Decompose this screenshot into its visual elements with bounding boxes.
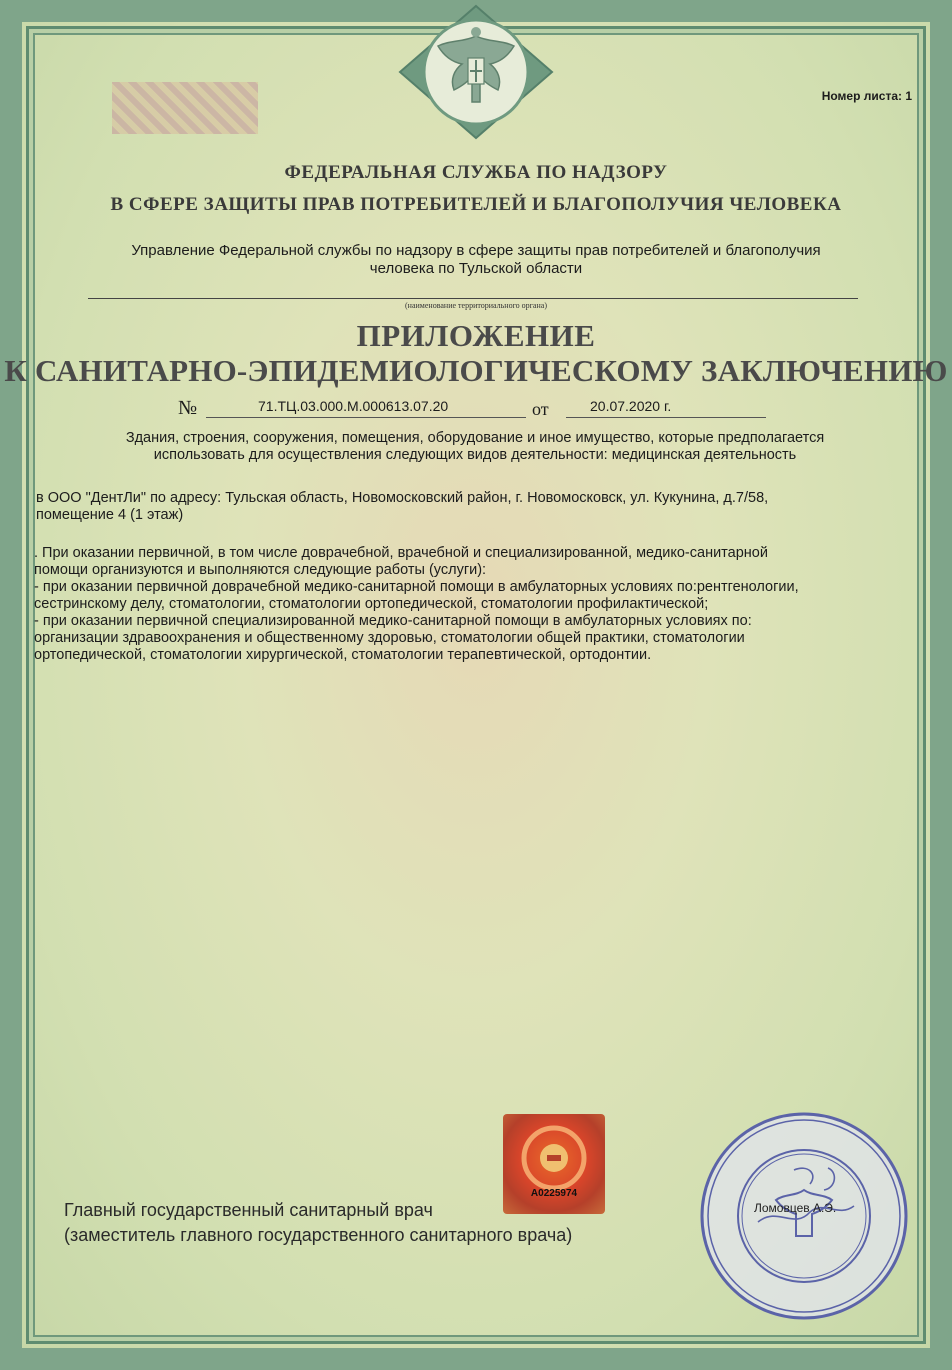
department-line1: Управление Федеральной службы по надзору в сфере защиты прав потребителей и благополучия: [131, 242, 821, 259]
address-line1: в ООО "ДентЛи" по адресу: Тульская область, Новомосковский район, г. Новомосковск, ул. Кукунина, д.7/58,: [36, 490, 769, 506]
document-number-line: [0, 397, 952, 423]
russian-eagle-emblem-icon: [392, 2, 560, 142]
sheet-number: Номер листа: 1: [821, 89, 912, 103]
signatory-position: [64, 1198, 572, 1248]
works-line: - при оказании первичной доврачебной медико-санитарной помощи в амбулаторных условиях по:рентгенологии,: [34, 579, 799, 595]
works-line: организации здравоохранения и общественному здоровью, стоматологии общей практики, стоматологии: [34, 630, 745, 646]
works-line: сестринскому делу, стоматологии, стоматологии ортопедической, стоматологии профилактической;: [34, 596, 709, 612]
department-line2: человека по Тульской области: [369, 260, 583, 277]
intro-paragraph: [40, 430, 910, 464]
from-label: от: [532, 399, 549, 419]
official-seal-icon: [698, 1110, 910, 1322]
security-pattern-strip: [112, 82, 258, 134]
works-line: - при оказании первичной специализированной медико-санитарной помощи в амбулаторных условиях по:: [34, 613, 752, 629]
number-sign: №: [178, 397, 198, 419]
works-line: ортопедической, стоматологии хирургической, стоматологии терапевтической, ортодонтии.: [34, 647, 652, 663]
document-date: 20.07.2020 г.: [566, 398, 766, 418]
address-paragraph: [36, 490, 926, 524]
works-line: помощи организуются и выполняются следующие работы (услуги):: [34, 562, 487, 578]
document-title-line1: ПРИЛОЖЕНИЕ: [356, 318, 596, 353]
territorial-body-caption: (наименование территориального органа): [405, 301, 547, 310]
department-name: [70, 242, 882, 278]
hologram-code: А0225974: [530, 1188, 578, 1199]
works-line: . При оказании первичной, в том числе доврачебной, врачебной и специализированной, медико-санитарной: [34, 545, 768, 561]
intro-line2: использовать для осуществления следующих видов деятельности: медицинская деятельность: [153, 447, 797, 463]
document-title-line2: К САНИТАРНО-ЭПИДЕМИОЛОГИЧЕСКОМУ ЗАКЛЮЧЕНИЮ: [4, 353, 948, 388]
hologram-emblem: [503, 1114, 605, 1214]
position-line1: Главный государственный санитарный врач: [64, 1200, 433, 1220]
divider-line: [88, 298, 858, 299]
position-line2: (заместитель главного государственного санитарного врача): [64, 1225, 573, 1245]
hologram-sticker-icon: [503, 1114, 605, 1214]
document-number: 71.ТЦ.03.000.М.000613.07.20: [206, 398, 526, 418]
agency-title-line1: ФЕДЕРАЛЬНАЯ СЛУЖБА ПО НАДЗОРУ: [284, 162, 668, 183]
intro-line1: Здания, строения, сооружения, помещения, оборудование и иное имущество, которые предполагается: [125, 430, 825, 446]
signatory-name: Ломовцев А.Э.: [754, 1201, 837, 1215]
works-paragraph: [34, 545, 936, 664]
address-line2: помещение 4 (1 этаж): [36, 507, 184, 523]
agency-title-line2: В СФЕРЕ ЗАЩИТЫ ПРАВ ПОТРЕБИТЕЛЕЙ И БЛАГОПОЛУЧИЯ ЧЕЛОВЕКА: [110, 194, 842, 215]
